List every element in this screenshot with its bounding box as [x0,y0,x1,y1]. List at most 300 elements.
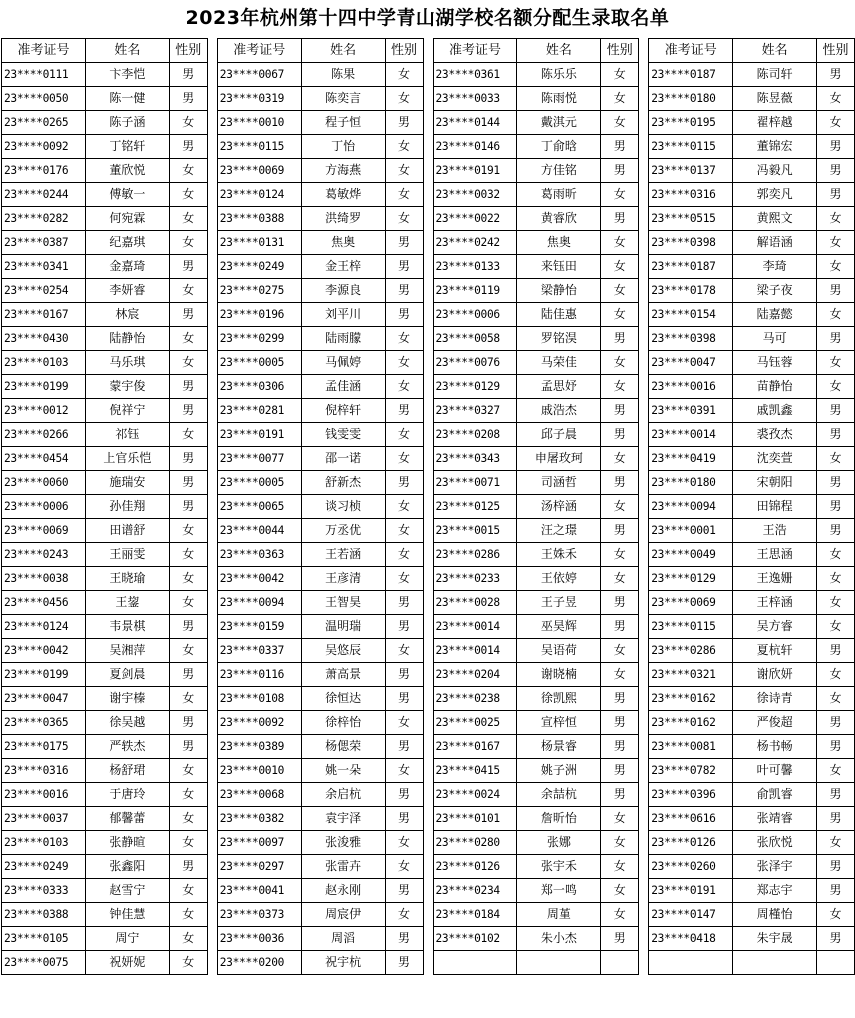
sex-cell: 女 [601,231,639,255]
sex-cell: 男 [385,255,423,279]
sex-cell: 女 [169,207,207,231]
exam-id-cell: 23****0108 [217,687,301,711]
student-name-cell: 蒙宇俊 [85,375,169,399]
sex-cell: 女 [385,135,423,159]
sex-cell: 男 [169,399,207,423]
roster-table-1 [1,38,208,975]
sex-cell: 女 [601,807,639,831]
exam-id-cell: 23****0180 [649,471,733,495]
table-row [433,447,639,471]
table-header-row [217,39,423,63]
sex-cell: 男 [601,927,639,951]
table-row [433,279,639,303]
sex-cell: 女 [385,327,423,351]
table-row [217,879,423,903]
student-name-cell: 谢宇榛 [85,687,169,711]
exam-id-cell: 23****0024 [433,783,517,807]
student-name-cell: 黄睿欣 [517,207,601,231]
table-row [2,159,208,183]
exam-id-cell: 23****0016 [649,375,733,399]
header-exam-id: 准考证号 [2,39,86,63]
table-row [2,255,208,279]
student-name-cell: 上官乐恺 [85,447,169,471]
table-row [433,759,639,783]
sex-cell: 男 [169,87,207,111]
table-row [433,87,639,111]
exam-id-cell: 23****0199 [2,663,86,687]
sex-cell: 女 [169,927,207,951]
exam-id-cell: 23****0396 [649,783,733,807]
exam-id-cell: 23****0075 [2,951,86,975]
table-row [2,423,208,447]
student-name-cell: 王丽雯 [85,543,169,567]
exam-id-cell: 23****0265 [2,111,86,135]
student-name-cell: 司涵哲 [517,471,601,495]
sex-cell: 女 [169,423,207,447]
student-name-cell: 郭奕凡 [733,183,817,207]
student-name-cell: 刘平川 [301,303,385,327]
sex-cell: 女 [385,903,423,927]
sex-cell: 男 [169,255,207,279]
student-name-cell: 夏剑晨 [85,663,169,687]
table-row [217,63,423,87]
sex-cell: 女 [385,831,423,855]
table-row [217,543,423,567]
sex-cell: 男 [169,447,207,471]
exam-id-cell: 23****0387 [2,231,86,255]
student-name-cell: 张靖睿 [733,807,817,831]
exam-id-cell: 23****0111 [2,63,86,87]
table-row [649,327,855,351]
exam-id-cell: 23****0032 [433,183,517,207]
table-row [2,231,208,255]
exam-id-cell: 23****0199 [2,375,86,399]
sex-cell: 女 [601,855,639,879]
sex-cell: 男 [601,735,639,759]
student-name-cell: 施瑞安 [85,471,169,495]
student-name-cell: 夏杭轩 [733,639,817,663]
sex-cell: 女 [385,543,423,567]
student-name-cell: 王子昱 [517,591,601,615]
student-name-cell: 马荣佳 [517,351,601,375]
sex-cell: 男 [385,111,423,135]
sex-cell: 男 [385,399,423,423]
student-name-cell: 葛敏烨 [301,183,385,207]
exam-id-cell: 23****0316 [649,183,733,207]
sex-cell: 女 [385,183,423,207]
exam-id-cell: 23****0126 [433,855,517,879]
student-name-cell: 申屠玫珂 [517,447,601,471]
table-row [649,783,855,807]
student-name-cell: 冯毅凡 [733,159,817,183]
sex-cell: 男 [601,687,639,711]
exam-id-cell: 23****0187 [649,255,733,279]
sex-cell: 男 [601,159,639,183]
exam-id-cell: 23****0069 [649,591,733,615]
student-name-cell: 孟思妤 [517,375,601,399]
table-row [217,663,423,687]
table-row [2,471,208,495]
student-name-cell: 裘孜杰 [733,423,817,447]
student-name-cell: 邱子晨 [517,423,601,447]
table-row [217,87,423,111]
exam-id-cell: 23****0430 [2,327,86,351]
student-name-cell: 王智昊 [301,591,385,615]
table-row [217,399,423,423]
sex-cell: 男 [817,495,855,519]
exam-id-cell: 23****0191 [649,879,733,903]
exam-id-cell: 23****0418 [649,927,733,951]
student-name-cell: 陆佳惠 [517,303,601,327]
sex-cell: 男 [169,135,207,159]
exam-id-cell: 23****0016 [2,783,86,807]
exam-id-cell: 23****0028 [433,591,517,615]
student-name-cell: 梁子夜 [733,279,817,303]
exam-id-cell: 23****0162 [649,687,733,711]
sex-cell: 女 [385,519,423,543]
student-name-cell: 程子恒 [301,111,385,135]
exam-id-cell: 23****0249 [2,855,86,879]
sex-cell: 男 [817,423,855,447]
student-name-cell: 詹昕怡 [517,807,601,831]
sex-cell: 女 [169,279,207,303]
student-name-cell: 余启杭 [301,783,385,807]
table-row [2,87,208,111]
student-name-cell: 邵一诺 [301,447,385,471]
student-name-cell: 徐吴越 [85,711,169,735]
exam-id-cell: 23****0316 [2,759,86,783]
table-row [2,735,208,759]
table-row [2,855,208,879]
student-name-cell: 温明瑞 [301,615,385,639]
exam-id-cell: 23****0242 [433,231,517,255]
student-name-cell: 袁宇泽 [301,807,385,831]
sex-cell: 女 [169,567,207,591]
table-row [649,543,855,567]
exam-id-cell: 23****0058 [433,327,517,351]
table-row [649,63,855,87]
student-name-cell: 祝妍妮 [85,951,169,975]
student-name-cell: 黄熙文 [733,207,817,231]
exam-id-cell: 23****0010 [217,111,301,135]
sex-cell: 男 [385,279,423,303]
student-name-cell: 戴淇元 [517,111,601,135]
admission-list-grid [1,38,855,975]
sex-cell: 男 [169,63,207,87]
student-name-cell: 宣梓恒 [517,711,601,735]
exam-id-cell: 23****0175 [2,735,86,759]
table-row [217,591,423,615]
exam-id-cell: 23****0144 [433,111,517,135]
table-row [2,351,208,375]
student-name-cell: 张静暄 [85,831,169,855]
sex-cell: 男 [817,471,855,495]
exam-id-cell: 23****0036 [217,927,301,951]
sex-cell: 男 [817,327,855,351]
sex-cell: 女 [601,111,639,135]
table-row [217,303,423,327]
table-row [2,879,208,903]
page-title: 2023年杭州第十四中学青山湖学校名额分配生录取名单 [185,7,670,29]
student-name-cell: 倪祥宁 [85,399,169,423]
exam-id-cell: 23****0243 [2,543,86,567]
sex-cell: 女 [169,351,207,375]
student-name-cell: 汪之璟 [517,519,601,543]
sex-cell: 男 [601,327,639,351]
student-name-cell: 李琦 [733,255,817,279]
table-row [433,591,639,615]
table-row [2,831,208,855]
exam-id-cell: 23****0196 [217,303,301,327]
student-name-cell: 王晓瑜 [85,567,169,591]
table-row [217,951,423,975]
exam-id-cell: 23****0115 [649,135,733,159]
header-name: 姓名 [85,39,169,63]
student-name-cell: 杨偲荣 [301,735,385,759]
table-row [649,159,855,183]
exam-id-cell: 23****0101 [433,807,517,831]
exam-id-cell: 23****0006 [2,495,86,519]
table-row [217,159,423,183]
exam-id-cell: 23****0092 [2,135,86,159]
student-name-cell: 张娜 [517,831,601,855]
exam-id-cell: 23****0103 [2,831,86,855]
student-name-cell: 朱宇晟 [733,927,817,951]
exam-id-cell: 23****0382 [217,807,301,831]
student-name-cell: 梁静怡 [517,279,601,303]
table-row [217,567,423,591]
exam-id-cell: 23****0281 [217,399,301,423]
sex-cell: 男 [601,591,639,615]
exam-id-cell: 23****0042 [217,567,301,591]
table-row [217,111,423,135]
table-row [2,927,208,951]
exam-id-cell: 23****0321 [649,663,733,687]
exam-id-cell: 23****0391 [649,399,733,423]
table-row [217,327,423,351]
sex-cell: 男 [385,735,423,759]
sex-cell: 女 [601,495,639,519]
student-name-cell: 田谱舒 [85,519,169,543]
exam-id-cell: 23****0343 [433,447,517,471]
student-name-cell: 纪嘉琪 [85,231,169,255]
student-name-cell: 戚浩杰 [517,399,601,423]
exam-id-cell: 23****0208 [433,423,517,447]
student-name-cell: 何宛霖 [85,207,169,231]
table-row [2,207,208,231]
exam-id-cell: 23****0187 [649,63,733,87]
sex-cell: 男 [385,615,423,639]
exam-id-cell: 23****0361 [433,63,517,87]
sex-cell: 男 [385,807,423,831]
student-name-cell: 戚凯鑫 [733,399,817,423]
table-row [2,951,208,975]
student-name-cell: 孙佳翔 [85,495,169,519]
sex-cell: 男 [601,615,639,639]
student-name-cell: 金嘉琦 [85,255,169,279]
student-name-cell: 林宸 [85,303,169,327]
exam-id-cell: 23****0178 [649,279,733,303]
exam-id-cell: 23****0233 [433,567,517,591]
table-row [649,255,855,279]
sex-cell: 女 [601,567,639,591]
student-name-cell: 马钰蓉 [733,351,817,375]
student-name-cell: 董欣悦 [85,159,169,183]
sex-cell: 男 [817,135,855,159]
exam-id-cell: 23****0067 [217,63,301,87]
table-row [649,759,855,783]
exam-id-cell: 23****0131 [217,231,301,255]
table-row [649,231,855,255]
student-name-cell: 祁钰 [85,423,169,447]
sex-cell: 女 [169,639,207,663]
sex-cell: 女 [385,87,423,111]
table-row [433,663,639,687]
exam-id-cell: 23****0014 [433,615,517,639]
table-row [649,303,855,327]
sex-cell: 男 [385,591,423,615]
sex-cell: 女 [601,303,639,327]
student-name-cell: 徐凯熙 [517,687,601,711]
student-name-cell: 陈司轩 [733,63,817,87]
sex-cell: 女 [817,543,855,567]
table-row [433,399,639,423]
student-name-cell: 陈一健 [85,87,169,111]
table-row [649,111,855,135]
sex-cell: 男 [601,711,639,735]
exam-id-cell: 23****0282 [2,207,86,231]
table-row [217,927,423,951]
table-row [433,879,639,903]
exam-id-cell: 23****0137 [649,159,733,183]
sex-cell: 女 [385,711,423,735]
sex-cell: 女 [169,687,207,711]
sex-cell: 男 [169,711,207,735]
header-name: 姓名 [301,39,385,63]
exam-id-cell: 23****0124 [217,183,301,207]
table-row [217,615,423,639]
sex-cell: 男 [817,927,855,951]
exam-id-cell: 23****0306 [217,375,301,399]
table-row [2,63,208,87]
table-row [649,87,855,111]
exam-id-cell: 23****0456 [2,591,86,615]
sex-cell: 女 [169,591,207,615]
sex-cell: 女 [601,903,639,927]
table-row [433,351,639,375]
student-name-cell: 余喆杭 [517,783,601,807]
exam-id-cell: 23****0042 [2,639,86,663]
sex-cell: 男 [385,303,423,327]
student-name-cell: 杨书畅 [733,735,817,759]
table-row [433,903,639,927]
sex-cell: 男 [817,735,855,759]
table-row [649,903,855,927]
roster-table-2 [217,38,424,975]
sex-cell: 女 [385,159,423,183]
sex-cell: 女 [817,375,855,399]
student-name-cell: 李妍睿 [85,279,169,303]
table-row [217,807,423,831]
table-row [2,639,208,663]
student-name-cell: 舒新杰 [301,471,385,495]
student-name-cell: 张雷卉 [301,855,385,879]
student-name-cell: 郑志宇 [733,879,817,903]
sex-cell: 女 [169,111,207,135]
exam-id-cell: 23****0515 [649,207,733,231]
table-header-row [2,39,208,63]
table-row [433,831,639,855]
table-row [649,519,855,543]
student-name-cell: 田锦程 [733,495,817,519]
table-row [217,831,423,855]
exam-id-cell: 23****0076 [433,351,517,375]
sex-cell: 女 [385,351,423,375]
sex-cell: 女 [169,183,207,207]
student-name-cell: 杨景睿 [517,735,601,759]
table-row [217,255,423,279]
sex-cell: 男 [385,231,423,255]
student-name-cell: 叶可馨 [733,759,817,783]
table-row [433,639,639,663]
student-name-cell: 翟梓越 [733,111,817,135]
sex-cell: 男 [817,159,855,183]
table-row [433,495,639,519]
exam-id-cell: 23****0204 [433,663,517,687]
student-name-cell: 杨舒珺 [85,759,169,783]
exam-id-cell: 23****0388 [2,903,86,927]
student-name-cell: 陈奕言 [301,87,385,111]
sex-cell: 男 [817,711,855,735]
sex-cell: 女 [817,255,855,279]
table-row [433,207,639,231]
sex-cell: 女 [169,231,207,255]
student-name-cell: 王若涵 [301,543,385,567]
table-row [649,447,855,471]
student-name-cell: 陆雨朦 [301,327,385,351]
table-row [217,447,423,471]
table-row [649,663,855,687]
table-row [649,687,855,711]
student-name-cell: 徐诗青 [733,687,817,711]
sex-cell: 女 [817,687,855,711]
exam-id-cell: 23****0398 [649,231,733,255]
sex-cell: 男 [601,759,639,783]
exam-id-cell: 23****0044 [217,519,301,543]
sex-cell: 男 [169,303,207,327]
header-sex: 性别 [601,39,639,63]
table-row [649,927,855,951]
table-row [217,231,423,255]
table-row [649,879,855,903]
sex-cell: 女 [601,831,639,855]
sex-cell: 女 [385,855,423,879]
exam-id-cell: 23****0191 [217,423,301,447]
sex-cell: 男 [817,855,855,879]
table-row [649,135,855,159]
table-header-row [649,39,855,63]
exam-id-cell: 23****0069 [2,519,86,543]
table-row [217,495,423,519]
sex-cell: 男 [385,783,423,807]
exam-id-cell: 23****0014 [649,423,733,447]
sex-cell: 女 [817,447,855,471]
exam-id-cell: 23****0081 [649,735,733,759]
sex-cell: 女 [385,207,423,231]
student-name-cell: 周堇 [517,903,601,927]
exam-id-cell: 23****0094 [649,495,733,519]
sex-cell [601,951,639,975]
